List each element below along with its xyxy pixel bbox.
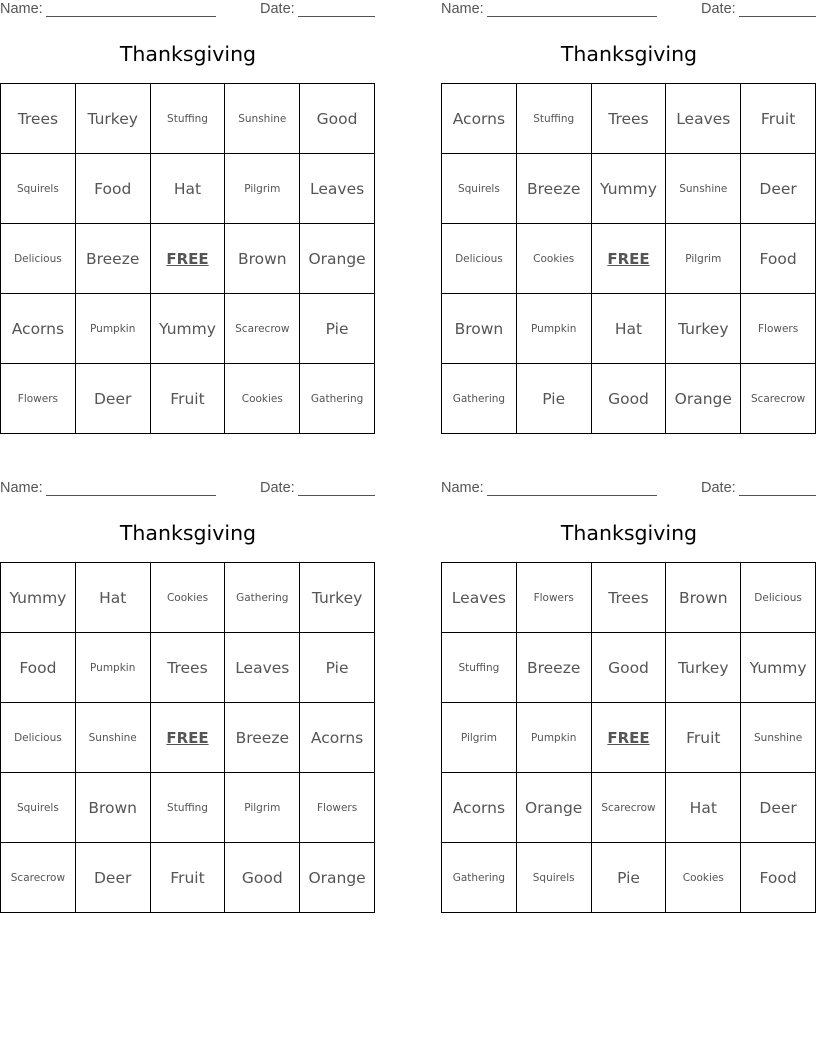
bingo-cell: Scarecrow <box>1 843 76 913</box>
bingo-cell: Food <box>76 154 151 224</box>
bingo-cell: Cookies <box>225 364 300 434</box>
name-label: Name: <box>0 1 43 17</box>
bingo-grid <box>441 562 816 913</box>
bingo-cell: Acorns <box>1 294 76 364</box>
bingo-card <box>0 479 376 915</box>
bingo-cell: Scarecrow <box>592 773 667 843</box>
bingo-cell: Leaves <box>300 154 375 224</box>
bingo-cell: Delicious <box>1 224 76 294</box>
bingo-cell: Deer <box>741 154 816 224</box>
bingo-cell: Stuffing <box>151 84 226 154</box>
bingo-cell: Yummy <box>741 633 816 703</box>
bingo-cell: Acorns <box>442 84 517 154</box>
bingo-cell: Food <box>741 843 816 913</box>
bingo-cell: Pumpkin <box>517 294 592 364</box>
free-space-cell: FREE <box>151 703 226 773</box>
bingo-cell: Fruit <box>151 364 226 434</box>
name-line <box>46 16 216 17</box>
bingo-cell: Pie <box>592 843 667 913</box>
bingo-cell: Trees <box>151 633 226 703</box>
card-title: Thanksgiving <box>560 521 698 545</box>
free-space-cell: FREE <box>592 703 667 773</box>
name-date-header <box>0 1 376 19</box>
bingo-cell: Brown <box>666 563 741 633</box>
bingo-cell: Good <box>300 84 375 154</box>
bingo-cell: Stuffing <box>517 84 592 154</box>
bingo-cell: Delicious <box>741 563 816 633</box>
bingo-cell: Good <box>592 364 667 434</box>
date-label: Date: <box>260 480 295 496</box>
bingo-card <box>441 0 816 436</box>
bingo-cell: Gathering <box>225 563 300 633</box>
bingo-cell: Cookies <box>517 224 592 294</box>
bingo-grid <box>441 83 816 434</box>
name-date-header <box>441 1 816 19</box>
bingo-cell: Pilgrim <box>442 703 517 773</box>
bingo-cell: Hat <box>666 773 741 843</box>
bingo-cell: Brown <box>76 773 151 843</box>
bingo-cell: Breeze <box>225 703 300 773</box>
bingo-cell: Pilgrim <box>225 773 300 843</box>
free-space-cell: FREE <box>151 224 226 294</box>
bingo-cell: Brown <box>442 294 517 364</box>
bingo-cell: Hat <box>151 154 226 224</box>
bingo-card <box>441 479 816 915</box>
bingo-cell: Sunshine <box>741 703 816 773</box>
bingo-cell: Deer <box>76 843 151 913</box>
bingo-cell: Fruit <box>151 843 226 913</box>
bingo-cell: Pilgrim <box>225 154 300 224</box>
bingo-cell: Acorns <box>442 773 517 843</box>
bingo-cell: Food <box>1 633 76 703</box>
bingo-cell: Pie <box>300 633 375 703</box>
bingo-cell: Yummy <box>1 563 76 633</box>
bingo-cell: Cookies <box>151 563 226 633</box>
bingo-cell: Scarecrow <box>225 294 300 364</box>
bingo-cell: Trees <box>592 84 667 154</box>
bingo-cell: Stuffing <box>151 773 226 843</box>
bingo-cell: Pilgrim <box>666 224 741 294</box>
date-label: Date: <box>260 1 295 17</box>
bingo-cell: Turkey <box>76 84 151 154</box>
bingo-cell: Turkey <box>666 633 741 703</box>
card-title: Thanksgiving <box>119 521 257 545</box>
bingo-cell: Pumpkin <box>76 633 151 703</box>
bingo-cell: Turkey <box>300 563 375 633</box>
date-label: Date: <box>701 480 736 496</box>
bingo-cell: Good <box>592 633 667 703</box>
bingo-cell: Flowers <box>1 364 76 434</box>
date-line <box>739 495 816 496</box>
bingo-cell: Flowers <box>741 294 816 364</box>
bingo-cell: Food <box>741 224 816 294</box>
bingo-cell: Hat <box>76 563 151 633</box>
bingo-cell: Squirels <box>1 154 76 224</box>
bingo-cell: Scarecrow <box>741 364 816 434</box>
bingo-cell: Sunshine <box>225 84 300 154</box>
bingo-cell: Fruit <box>666 703 741 773</box>
bingo-cell: Squirels <box>1 773 76 843</box>
bingo-cell: Orange <box>666 364 741 434</box>
bingo-cell: Pie <box>517 364 592 434</box>
card-title: Thanksgiving <box>560 42 698 66</box>
bingo-cell: Breeze <box>517 633 592 703</box>
bingo-cell: Pumpkin <box>517 703 592 773</box>
name-date-header <box>0 480 376 498</box>
bingo-cell: Leaves <box>442 563 517 633</box>
date-label: Date: <box>701 1 736 17</box>
bingo-cell: Deer <box>741 773 816 843</box>
bingo-cell: Acorns <box>300 703 375 773</box>
bingo-grid <box>0 83 375 434</box>
date-line <box>298 16 375 17</box>
bingo-cell: Sunshine <box>666 154 741 224</box>
bingo-cell: Squirels <box>517 843 592 913</box>
bingo-cell: Pie <box>300 294 375 364</box>
bingo-cell: Delicious <box>442 224 517 294</box>
bingo-cell: Flowers <box>300 773 375 843</box>
bingo-cell: Pumpkin <box>76 294 151 364</box>
bingo-cell: Gathering <box>300 364 375 434</box>
bingo-cell: Orange <box>300 843 375 913</box>
name-line <box>487 16 657 17</box>
bingo-cell: Trees <box>1 84 76 154</box>
bingo-cell: Orange <box>300 224 375 294</box>
date-line <box>298 495 375 496</box>
name-line <box>46 495 216 496</box>
bingo-cell: Gathering <box>442 843 517 913</box>
name-label: Name: <box>441 1 484 17</box>
bingo-cell: Yummy <box>151 294 226 364</box>
name-line <box>487 495 657 496</box>
name-label: Name: <box>441 480 484 496</box>
bingo-cell: Orange <box>517 773 592 843</box>
name-date-header <box>441 480 816 498</box>
bingo-cell: Squirels <box>442 154 517 224</box>
bingo-cell: Breeze <box>76 224 151 294</box>
bingo-cell: Fruit <box>741 84 816 154</box>
bingo-cell: Delicious <box>1 703 76 773</box>
bingo-card <box>0 0 376 436</box>
bingo-cell: Flowers <box>517 563 592 633</box>
bingo-cell: Leaves <box>225 633 300 703</box>
free-space-cell: FREE <box>592 224 667 294</box>
bingo-cell: Breeze <box>517 154 592 224</box>
bingo-cell: Trees <box>592 563 667 633</box>
bingo-cell: Leaves <box>666 84 741 154</box>
bingo-cell: Hat <box>592 294 667 364</box>
bingo-cell: Good <box>225 843 300 913</box>
bingo-cell: Turkey <box>666 294 741 364</box>
bingo-cell: Yummy <box>592 154 667 224</box>
card-title: Thanksgiving <box>119 42 257 66</box>
bingo-cell: Sunshine <box>76 703 151 773</box>
bingo-grid <box>0 562 375 913</box>
date-line <box>739 16 816 17</box>
bingo-cell: Deer <box>76 364 151 434</box>
bingo-cell: Brown <box>225 224 300 294</box>
name-label: Name: <box>0 480 43 496</box>
bingo-cell: Cookies <box>666 843 741 913</box>
bingo-cell: Gathering <box>442 364 517 434</box>
bingo-cell: Stuffing <box>442 633 517 703</box>
